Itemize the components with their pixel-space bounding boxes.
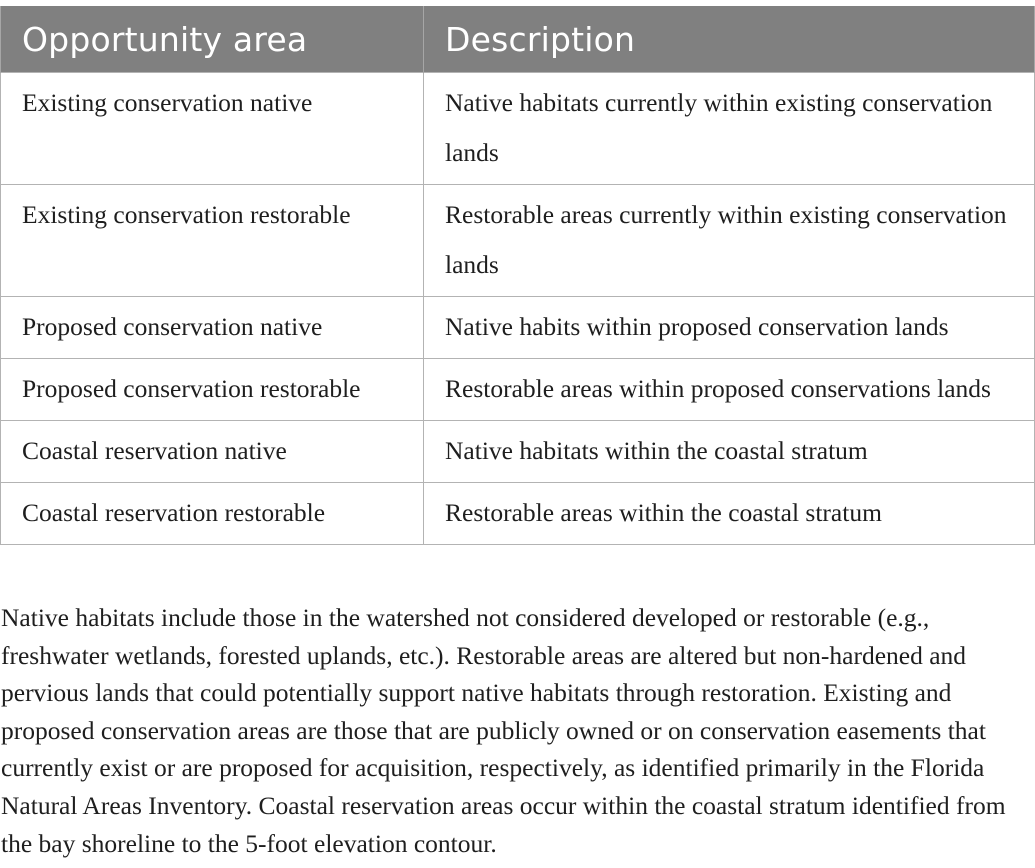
description-cell: Restorable areas currently within existing conservation lands [424, 185, 1035, 297]
description-cell: Native habits within proposed conservation lands [424, 297, 1035, 359]
table-footnote: Native habitats include those in the watershed not considered developed or restorable (e.g., freshwater wetlands, forested uplands, etc.). Restorable areas are altered but non-hardened and pervious lands that could potentially support native habitats through restoration. Existing and proposed conservation areas are those that are publicly owned or on conservation easements that currently exist or are proposed for acquisition, respectively, as identified primarily in the Florida Natural Areas Inventory. Coastal reservation areas occur within the coastal stratum identified from the bay shoreline to the 5-foot elevation contour. [1, 603, 1006, 858]
description-cell: Native habitats within the coastal stratum [424, 421, 1035, 483]
opportunity-area-cell: Existing conservation restorable [1, 185, 424, 297]
table-row [1, 73, 1035, 185]
description-cell: Native habitats currently within existing conservation lands [424, 73, 1035, 185]
table-row [1, 185, 1035, 297]
description-cell: Restorable areas within proposed conservations lands [424, 359, 1035, 421]
table-row [1, 297, 1035, 359]
opportunity-area-cell: Coastal reservation native [1, 421, 424, 483]
opportunity-area-table-container [0, 6, 1035, 545]
description-cell: Restorable areas within the coastal stratum [424, 483, 1035, 545]
column-header-opportunity-area: Opportunity area [1, 6, 424, 73]
table-row [1, 483, 1035, 545]
table-row [1, 421, 1035, 483]
opportunity-area-cell: Existing conservation native [1, 73, 424, 185]
opportunity-area-table [0, 6, 1035, 545]
table-header-row [1, 6, 1035, 73]
opportunity-area-cell: Proposed conservation restorable [1, 359, 424, 421]
opportunity-area-cell: Proposed conservation native [1, 297, 424, 359]
column-header-description: Description [424, 6, 1035, 73]
table-row [1, 359, 1035, 421]
opportunity-area-cell: Coastal reservation restorable [1, 483, 424, 545]
